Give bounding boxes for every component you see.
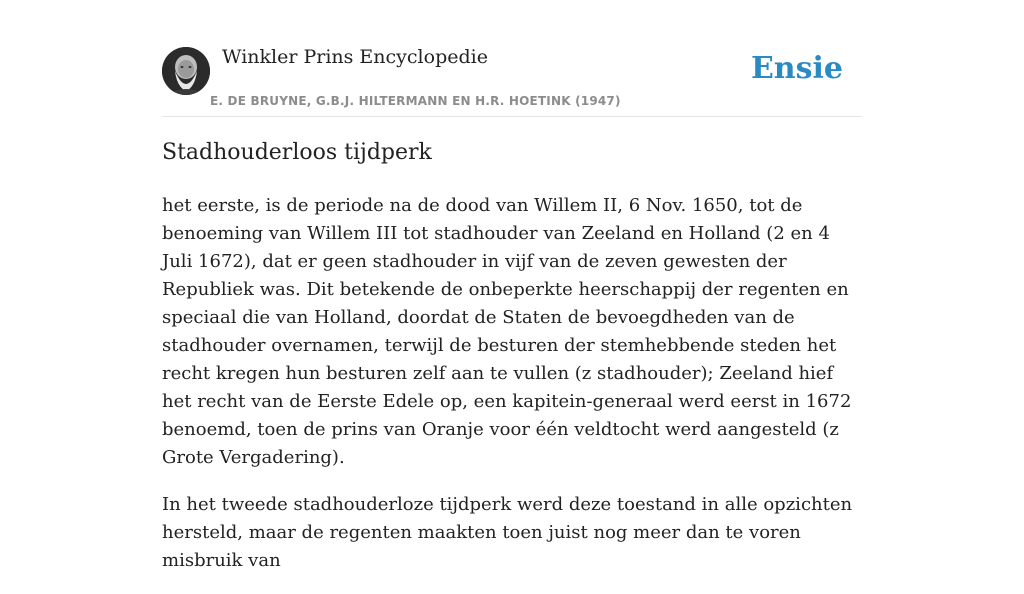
publication-title[interactable]: Winkler Prins Encyclopedie bbox=[222, 46, 488, 68]
article-body bbox=[162, 192, 862, 594]
brand-logo[interactable]: Ensie bbox=[750, 51, 843, 86]
publication-authors: E. DE BRUYNE, G.B.J. HILTERMANN EN H.R. HOETINK (1947) bbox=[210, 94, 621, 108]
portrait-graphic bbox=[162, 47, 210, 95]
publication-header bbox=[162, 0, 862, 117]
article-paragraph: In het tweede stadhouderloze tijdperk werd deze toestand in alle opzichten hersteld, maar de regenten maakten toen juist nog meer dan te voren misbruik van bbox=[162, 494, 853, 571]
article-paragraph: het eerste, is de periode na de dood van Willem II, 6 Nov. 1650, tot de benoeming van Willem III tot stadhouder van Zeeland en Holland (2 en 4 Juli 1672), dat er geen stadhouder in vijf van de zeven gewesten der Republiek was. Dit betekende de onbeperkte heerschappij der regenten en speciaal die van Holland, doordat de Staten de bevoegdheden van de stadhouder overnamen, terwijl de besturen der stemhebbende steden het recht kregen hun besturen zelf aan te vullen (z stadhouder); Zeeland hief het recht van de Eerste Edele op, een kapitein-generaal werd eerst in 1672 benoemd, toen de prins van Oranje voor één veldtocht werd aangesteld (z Grote Vergadering). bbox=[162, 195, 852, 468]
author-portrait-icon[interactable] bbox=[162, 47, 210, 95]
page-container bbox=[162, 0, 862, 571]
article-title: Stadhouderloos tijdperk bbox=[162, 140, 432, 165]
